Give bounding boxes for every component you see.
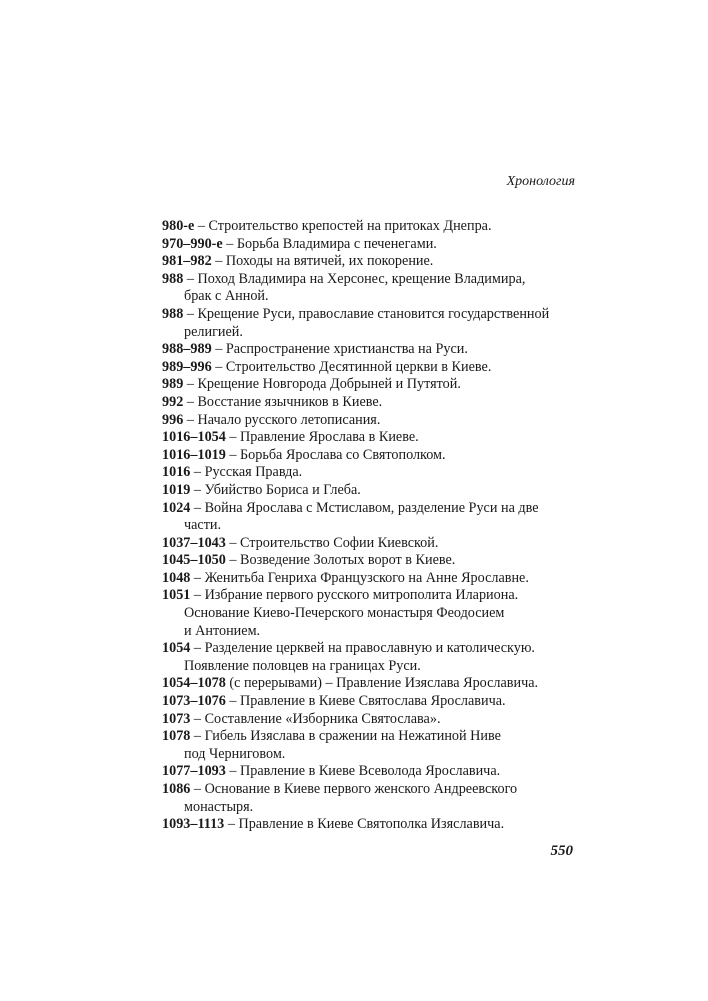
- entry-text-line: – Крещение Руси, православие становится государственной: [186, 305, 550, 322]
- chronology-entry: [162, 587, 582, 640]
- chronology-entry: [162, 394, 582, 412]
- chronology-entry: [162, 675, 582, 693]
- entry-text-line: – Правление в Киеве Святополка Изяславича.: [227, 816, 505, 833]
- entry-date: 1078: [162, 728, 191, 745]
- entry-date: 1024: [162, 499, 191, 516]
- entry-date: 989: [162, 376, 184, 393]
- entry-text-line: – Строительство Софии Киевской.: [229, 534, 439, 551]
- chronology-entry: [162, 376, 582, 394]
- chronology-entry: [162, 236, 582, 254]
- entry-date: 1016–1019: [162, 446, 226, 463]
- entry-date: 1093–1113: [162, 816, 225, 833]
- chronology-entry: [162, 535, 582, 553]
- entry-text-line: – Распространение христианства на Руси.: [215, 341, 468, 358]
- chronology-entry: [162, 816, 582, 834]
- entry-text-line: части.: [184, 517, 222, 534]
- chronology-entry: [162, 781, 582, 816]
- entry-text-line: – Женитьба Генриха Французского на Анне Ярославне.: [193, 569, 529, 586]
- entry-text-line: – Возведение Золотых ворот в Киеве.: [229, 552, 456, 569]
- chronology-entry: [162, 500, 582, 535]
- entry-date: 1048: [162, 569, 191, 586]
- chronology-entry: [162, 464, 582, 482]
- chronology-entry: [162, 412, 582, 430]
- entry-date: 996: [162, 411, 184, 428]
- entry-text-line: Основание Киево-Печерского монастыря Феодосием: [184, 605, 505, 622]
- entry-date: 970–990-е: [162, 235, 223, 252]
- entry-date: 981–982: [162, 253, 212, 270]
- entry-date: 988: [162, 270, 184, 287]
- entry-date: 1051: [162, 587, 191, 604]
- entry-text-line: – Правление Ярослава в Киеве.: [229, 429, 419, 446]
- chronology-entry: [162, 570, 582, 588]
- entry-text-line: – Борьба Владимира с печенегами.: [226, 235, 437, 252]
- entry-text-line: – Война Ярослава с Мстиславом, разделение Руси на две: [193, 499, 539, 516]
- chronology-entry: [162, 271, 582, 306]
- entry-date: 1073: [162, 710, 191, 727]
- entry-text-line: – Составление «Изборника Святослава».: [193, 710, 441, 727]
- chronology-entry: [162, 253, 582, 271]
- entry-text-line: брак с Анной.: [184, 288, 269, 305]
- chronology-entry: [162, 306, 582, 341]
- entry-text-line: – Восстание язычников в Киеве.: [186, 393, 383, 410]
- entry-text-line: – Гибель Изяслава в сражении на Нежатиной Ниве: [193, 728, 501, 745]
- chronology-entry: [162, 763, 582, 781]
- entry-date: 1019: [162, 481, 191, 498]
- entry-text-line: монастыря.: [184, 798, 254, 815]
- chronology-entry: [162, 359, 582, 377]
- entry-date: 1077–1093: [162, 763, 226, 780]
- entry-date: 1016: [162, 464, 191, 481]
- chronology-entry: [162, 429, 582, 447]
- chronology-entry: [162, 341, 582, 359]
- chronology-entry: [162, 711, 582, 729]
- entry-text-line: – Борьба Ярослава со Святополком.: [229, 446, 446, 463]
- chronology-list: [162, 218, 582, 834]
- entry-date: 988: [162, 305, 184, 322]
- entry-date: 989–996: [162, 358, 212, 375]
- entry-date: 1054–1078: [162, 675, 226, 692]
- entry-text-line: под Черниговом.: [184, 745, 286, 762]
- entry-text-line: Появление половцев на границах Руси.: [184, 657, 421, 674]
- entry-text-line: – Походы на вятичей, их покорение.: [215, 253, 434, 270]
- entry-date: 988–989: [162, 341, 212, 358]
- chronology-entry: [162, 640, 582, 675]
- entry-text-line: – Строительство Десятинной церкви в Киеве.: [215, 358, 492, 375]
- entry-text-line: – Русская Правда.: [193, 464, 303, 481]
- entry-text-line: – Крещение Новгорода Добрыней и Путятой.: [186, 376, 461, 393]
- entry-text-line: и Антонием.: [184, 622, 261, 639]
- chronology-entry: [162, 693, 582, 711]
- entry-text-line: – Правление в Киеве Всеволода Ярославича.: [229, 763, 501, 780]
- entry-text-line: – Начало русского летописания.: [186, 411, 381, 428]
- chronology-entry: [162, 482, 582, 500]
- entry-date: 1086: [162, 781, 191, 797]
- entry-date: 1054: [162, 640, 191, 657]
- chronology-entry: [162, 218, 582, 236]
- chronology-entry: [162, 552, 582, 570]
- page-number: 550: [550, 843, 573, 859]
- entry-date: 1016–1054: [162, 429, 226, 446]
- chronology-entry: [162, 728, 582, 763]
- entry-text-line: – Основание в Киеве первого женского Андреевского: [193, 781, 518, 797]
- entry-text-line: – Поход Владимира на Херсонес, крещение Владимира,: [186, 270, 526, 287]
- entry-date: 1037–1043: [162, 534, 226, 551]
- entry-date: 1073–1076: [162, 693, 226, 710]
- entry-text-line: (с перерывами) – Правление Изяслава Ярославича.: [229, 675, 539, 692]
- entry-text-line: – Правление в Киеве Святослава Ярославича.: [229, 693, 506, 710]
- entry-date: 992: [162, 393, 184, 410]
- entry-date: 980-е: [162, 218, 195, 234]
- entry-text-line: религией.: [184, 323, 243, 340]
- chronology-entry: [162, 447, 582, 465]
- entry-text-line: – Разделение церквей на православную и католическую.: [193, 640, 535, 657]
- entry-text-line: – Строительство крепостей на притоках Днепра.: [197, 218, 492, 234]
- entry-text-line: – Избрание первого русского митрополита Илариона.: [193, 587, 519, 604]
- entry-date: 1045–1050: [162, 552, 226, 569]
- entry-text-line: – Убийство Бориса и Глеба.: [193, 481, 361, 498]
- running-header: Хронология: [506, 174, 575, 189]
